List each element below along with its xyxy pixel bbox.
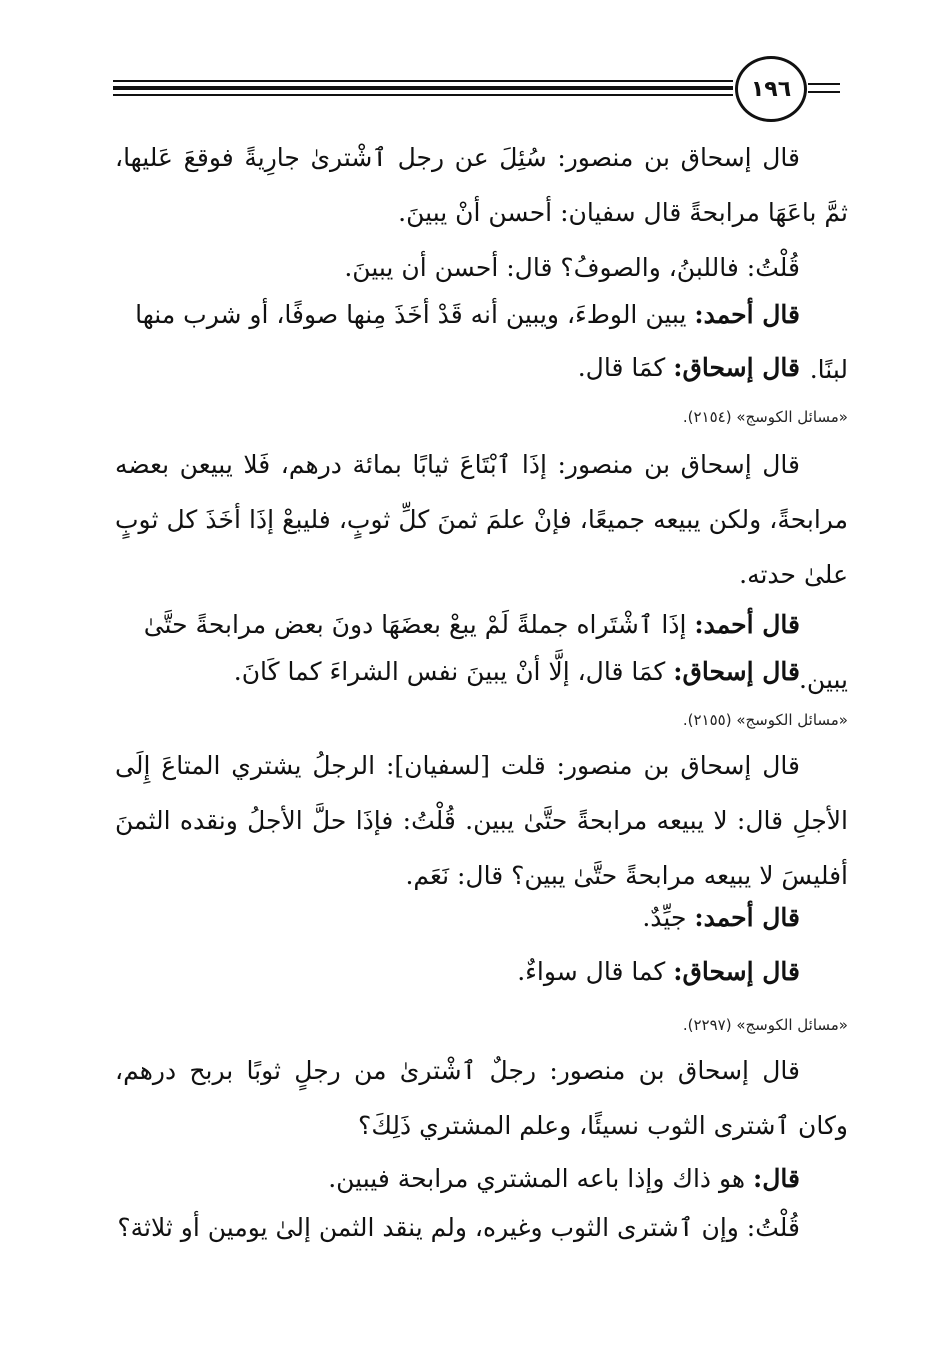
dialogue-text: إذَا ٱشْتَراه جملةً لَمْ يبعْ بعضَهَا دونَ بعض مرابحةً حتَّىٰ يبين.	[143, 610, 848, 694]
dialogue-text: جيِّدٌ.	[642, 903, 687, 932]
dialogue-text: وإن ٱشترى الثوب وغيره، ولم ينقد الثمن إلىٰ يومين أو ثلاثة؟	[117, 1213, 739, 1242]
dialogue-line	[115, 340, 848, 395]
dialogue-text: يبين الوطءَ، ويبين أنه قَدْ أخَذَ مِنها صوفًا، أو شرب منها لبنًا.	[135, 300, 848, 384]
dialogue-text: كمَا قال، إلَّا أنْ يبينَ نفس الشراءَ كما كَانَ.	[233, 657, 666, 686]
speaker-label: قال أحمد:	[694, 903, 800, 932]
citation: «مسائل الكوسج» (٢٢٩٧).	[682, 1016, 848, 1034]
paragraph: قال إسحاق بن منصور: سُئِلَ عن رجل ٱشْترىٰ جارِيةً فوقعَ عَليها، ثمَّ باعَهَا مرابحةً قال سفيان: أحسن أنْ يبينَ.	[115, 143, 848, 227]
citation: «مسائل الكوسج» (٢١٥٤).	[682, 408, 848, 426]
speaker-label: قُلْتُ:	[746, 253, 800, 282]
dialogue-line	[115, 1151, 848, 1206]
speaker-label: قال:	[753, 1164, 800, 1193]
speaker-label: قال أحمد:	[694, 610, 800, 639]
header-rule-middle	[113, 86, 733, 90]
dialogue-text: كما قال سواءٌ.	[517, 957, 666, 986]
dialogue-line	[115, 1200, 848, 1255]
dialogue-text: هو ذاك وإذا باعه المشتري مرابحة فيبين.	[328, 1164, 746, 1193]
speaker-label: قال إسحاق:	[673, 957, 800, 986]
speaker-label: قال إسحاق:	[673, 657, 800, 686]
page-number: ١٩٦	[735, 56, 807, 122]
dialogue-line	[115, 644, 848, 699]
paragraph: قال إسحاق بن منصور: قلت [لسفيان]: الرجلُ يشتري المتاعَ إِلَى الأجلِ قال: لا يبيعه مرابحةً حتَّىٰ يبين. قُلْتُ: فإذَا حلَّ الأجلُ ونقده الثمنَ أفليسَ لا يبيعه مرابحةً حتَّىٰ يبين؟ قال: نَعَم.	[115, 751, 848, 890]
dialogue-text: فاللبنُ، والصوفُ؟ قال: أحسن أن يبينَ.	[344, 253, 739, 282]
paragraph: قال إسحاق بن منصور: رجلٌ ٱشْترىٰ من رجلٍ ثوبًا بربح درهم، وكان ٱشترى الثوب نسيئًا، وعلم المشتري ذَلِكَ؟	[115, 1056, 848, 1140]
dialogue-line	[115, 890, 848, 945]
speaker-label: قُلْتُ:	[746, 1213, 800, 1242]
header-rule-right-bottom	[808, 91, 840, 93]
header-rule-bottom	[113, 94, 733, 96]
speaker-label: قال إسحاق:	[673, 353, 800, 382]
header-rule-top	[113, 80, 733, 82]
dialogue-text: كمَا قال.	[577, 353, 666, 382]
dialogue-line	[115, 944, 848, 999]
paragraph: قال إسحاق بن منصور: إذَا ٱبْتَاعَ ثيابًا بمائة درهم، فَلا يبيعن بعضه مرابحةً، ولكن يبيعه جميعًا، فإنْ علمَ ثمنَ كلِّ ثوبٍ، فليبعْ إذَا أخَذَ كل ثوبٍ علىٰ حدته.	[115, 450, 848, 589]
speaker-label: قال أحمد:	[694, 300, 800, 329]
citation: «مسائل الكوسج» (٢١٥٥).	[682, 711, 848, 729]
header-rule-right-top	[808, 83, 840, 85]
